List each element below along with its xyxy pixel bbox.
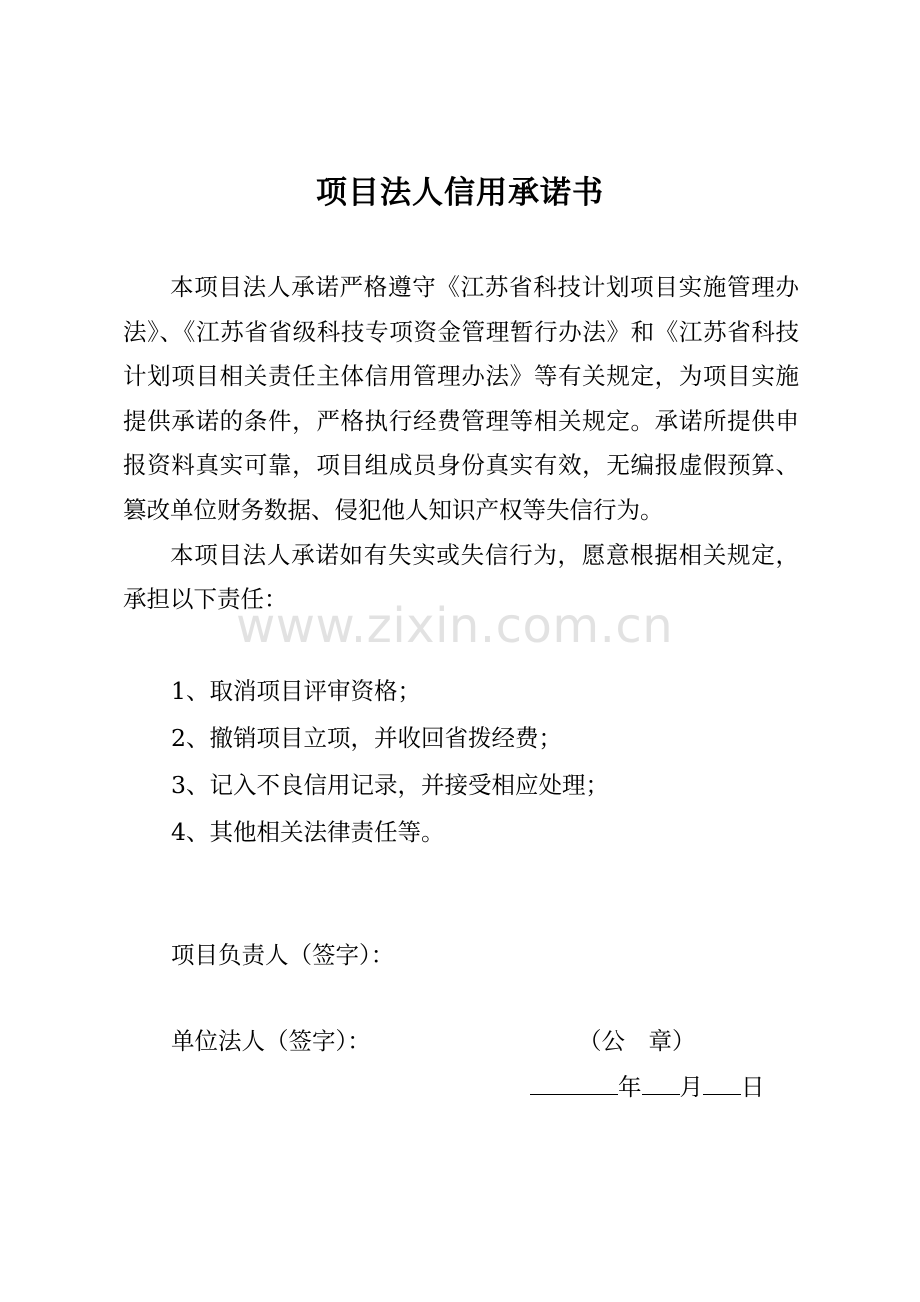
responsibility-item: 2、撤销项目立项，并收回省拨经费； — [171, 724, 562, 752]
watermark: www.zixin.com.cn — [236, 598, 674, 654]
commitment-paragraph-2: 本项目法人承诺如有失实或失信行为，愿意根据相关规定，承担以下责任： — [123, 540, 799, 614]
year-blank — [530, 1068, 618, 1095]
responsibility-item: 1、取消项目评审资格； — [171, 677, 421, 705]
month-blank — [642, 1068, 680, 1095]
official-seal-label: （公 章） — [578, 1027, 696, 1055]
month-label: 月 — [679, 1073, 703, 1101]
commitment-body — [123, 265, 799, 622]
responsibility-item: 4、其他相关法律责任等。 — [171, 818, 445, 846]
responsibility-item: 3、记入不良信用记录，并接受相应处理； — [171, 771, 609, 799]
day-label: 日 — [741, 1073, 765, 1101]
responsibility-list — [171, 668, 609, 856]
year-label: 年 — [618, 1073, 642, 1101]
date-line — [530, 1068, 765, 1104]
legal-person-signature-label: 单位法人（签字）： — [171, 1027, 371, 1055]
commitment-paragraph-1: 本项目法人承诺严格遵守《江苏省科技计划项目实施管理办法》、《江苏省省级科技专项资金管理暂行办法》和《江苏省科技计划项目相关责任主体信用管理办法》等有关规定，为项目实施提供承诺的条件，严格执行经费管理等相关规定。承诺所提供申报资料真实可靠，项目组成员身份真实有效，无编报虚假预算、篡改单位财务数据、侵犯他人知识产权等失信行为。 — [123, 273, 799, 524]
project-leader-signature-label: 项目负责人（签字）： — [171, 941, 395, 969]
day-blank — [703, 1068, 741, 1095]
document-title: 项目法人信用承诺书 — [316, 175, 604, 211]
